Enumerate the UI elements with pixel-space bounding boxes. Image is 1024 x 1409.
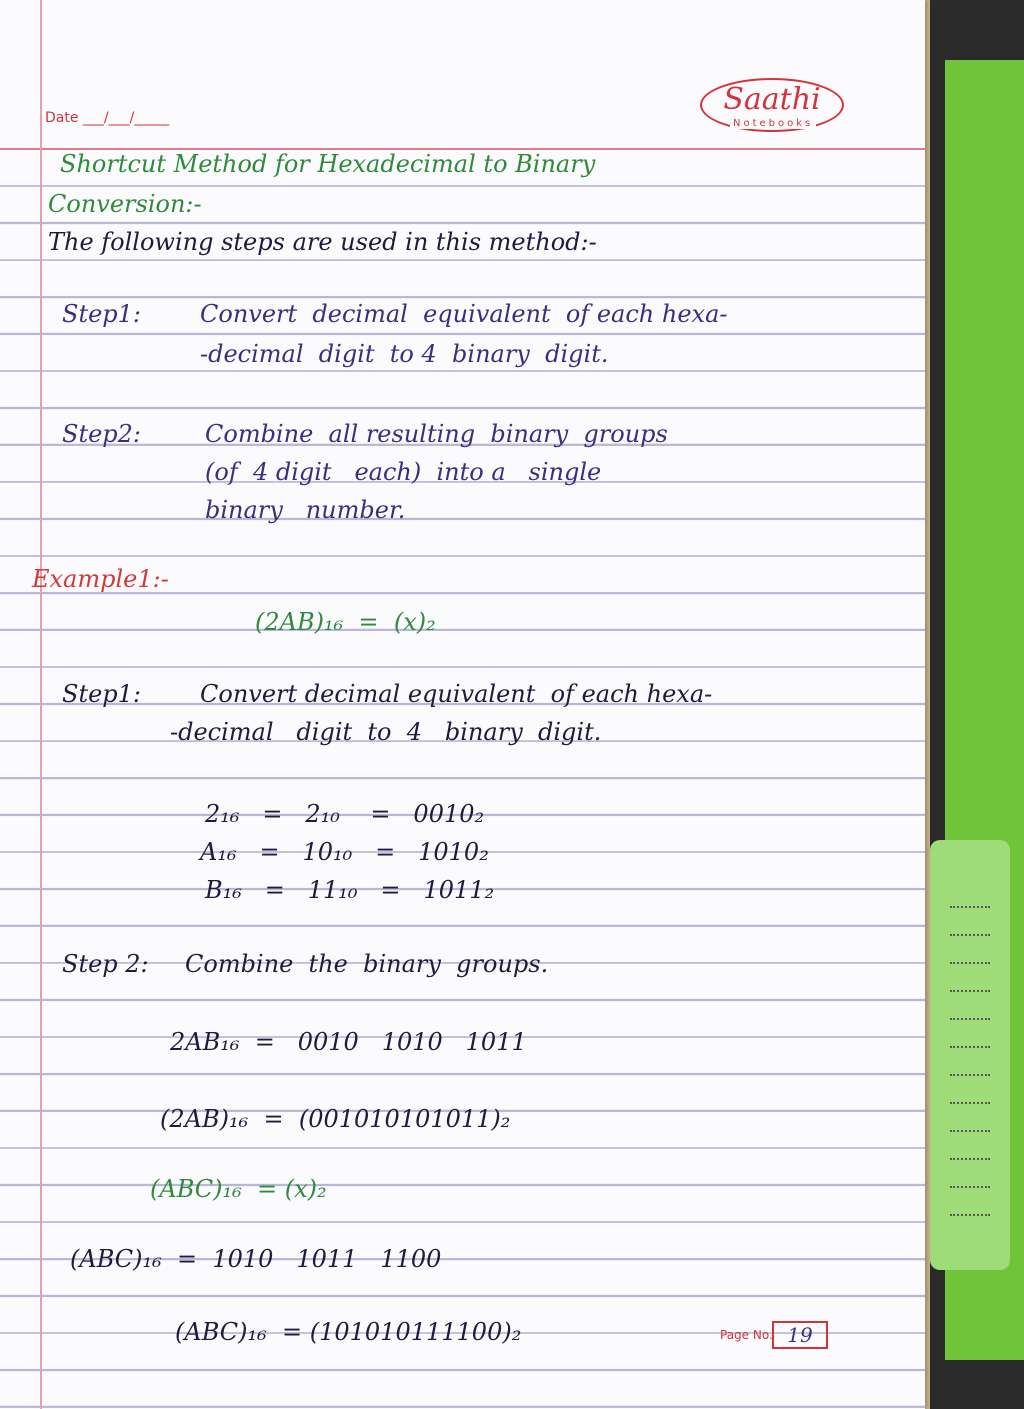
step1-line-1: Convert decimal equivalent of each hexa- [200,300,728,328]
combine-line-4: (ABC)₁₆ = (101010111100)₂ [175,1318,522,1346]
step2-label: Step2: [62,420,142,448]
page-number: 19 [772,1321,828,1349]
combine-line-3: (ABC)₁₆ = 1010 1011 1100 [70,1245,442,1273]
example-step1-line-2: -decimal digit to 4 binary digit. [170,718,602,746]
example-problem-2: (ABC)₁₆ = (x)₂ [150,1175,327,1203]
step1-label: Step1: [62,300,142,328]
conversion-row: A₁₆ = 10₁₀ = 1010₂ [200,838,489,866]
brand-logo: Saathi [700,78,844,132]
date-label: Date ___/___/_____ [45,110,170,126]
example-step2-text: Combine the binary groups. [185,950,549,978]
example-step1-label: Step1: [62,680,142,708]
example-problem: (2AB)₁₆ = (x)₂ [255,608,436,636]
example-step1-line-1: Convert decimal equivalent of each hexa- [200,680,713,708]
margin-rule [40,0,42,1409]
title-line-1: Shortcut Method for Hexadecimal to Binary [60,150,596,178]
page-number-label: Page No. [720,1328,773,1342]
intro-text: The following steps are used in this method:- [48,228,597,256]
conversion-row: 2₁₆ = 2₁₀ = 0010₂ [205,800,485,828]
example-label: Example1:- [32,565,169,593]
combine-line-2: (2AB)₁₆ = (001010101011)₂ [160,1105,511,1133]
card-dotted-lines [950,880,990,1216]
combine-line-1: 2AB₁₆ = 0010 1010 1011 [170,1028,527,1056]
title-line-2: Conversion:- [48,190,202,218]
example-step2-label: Step 2: [62,950,149,978]
step2-line-2: (of 4 digit each) into a single [205,458,602,486]
step1-line-2: -decimal digit to 4 binary digit. [200,340,609,368]
step2-line-1: Combine all resulting binary groups [205,420,668,448]
step2-line-3: binary number. [205,496,406,524]
brand-subtitle: Notebooks [730,118,816,129]
conversion-row: B₁₆ = 11₁₀ = 1011₂ [205,876,495,904]
